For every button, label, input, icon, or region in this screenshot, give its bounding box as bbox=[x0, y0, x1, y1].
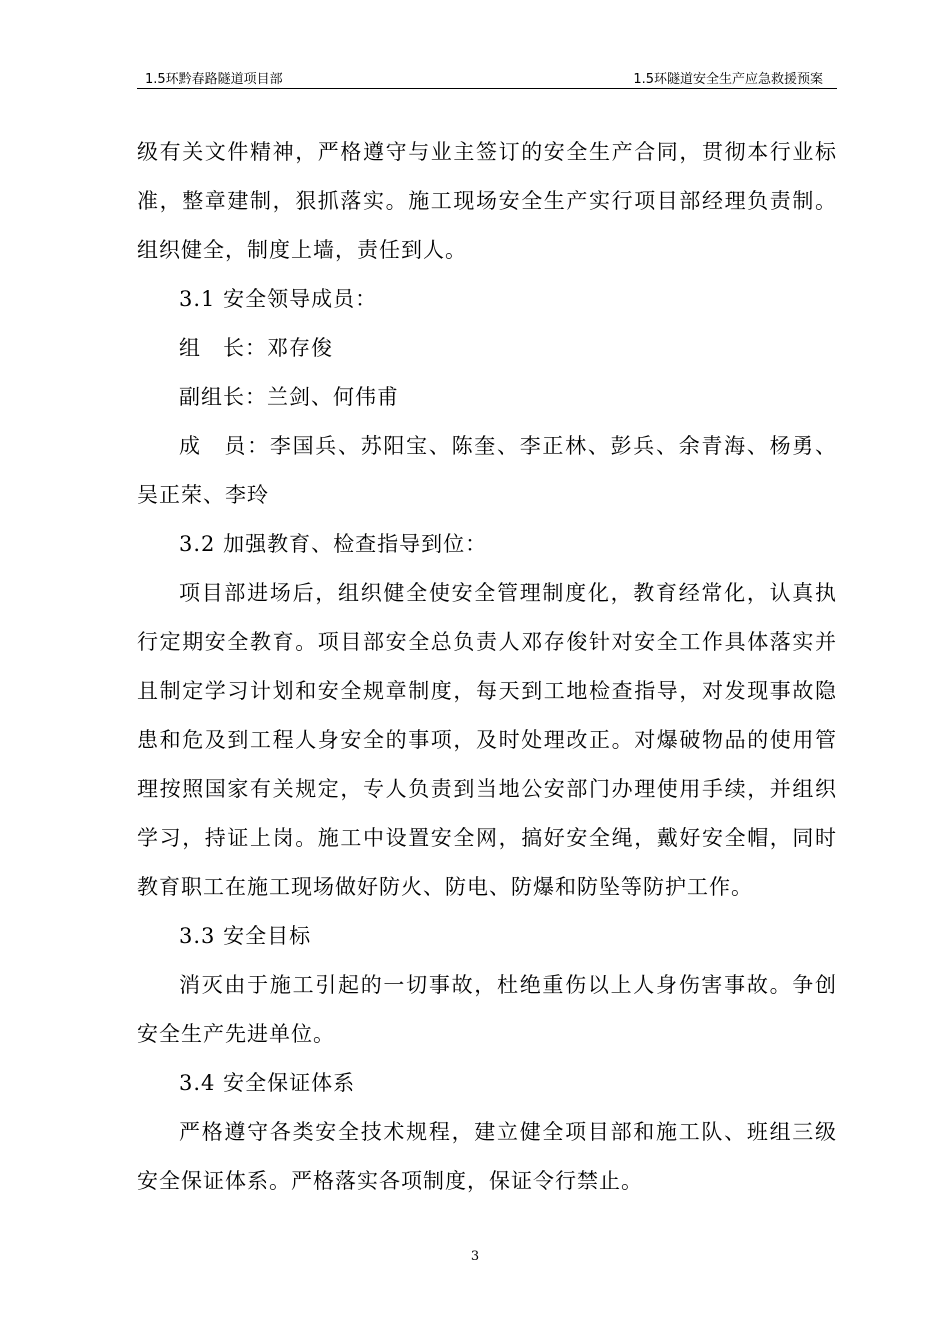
page-header bbox=[137, 66, 837, 89]
document-body bbox=[137, 128, 837, 1206]
section-heading-3-1: 3.1 安全领导成员： bbox=[179, 287, 378, 311]
paragraph-continuation: 级有关文件精神，严格遵守与业主签订的安全生产合同，贯彻本行业标准，整章建制，狠抓落实。施工现场安全生产实行项目部经理负责制。组织健全，制度上墙，责任到人。 bbox=[137, 140, 837, 262]
members-line: 成 员：李国兵、苏阳宝、陈奎、李正林、彭兵、余青海、杨勇、吴正荣、李玲 bbox=[137, 434, 837, 507]
header-document-title: 1.5环隧道安全生产应急救援预案 bbox=[633, 72, 823, 87]
header-project-name: 1.5环黔春路隧道项目部 bbox=[145, 72, 283, 87]
deputy-leader-line: 副组长：兰剑、何伟甫 bbox=[179, 385, 399, 409]
paragraph-safety-goal: 消灭由于施工引起的一切事故，杜绝重伤以上人身伤害事故。争创安全生产先进单位。 bbox=[137, 973, 837, 1046]
section-heading-3-3: 3.3 安全目标 bbox=[179, 924, 312, 948]
section-heading-3-4: 3.4 安全保证体系 bbox=[179, 1071, 356, 1095]
paragraph-education: 项目部进场后，组织健全使安全管理制度化，教育经常化，认真执行定期安全教育。项目部安全总负责人邓存俊针对安全工作具体落实并且制定学习计划和安全规章制度，每天到工地检查指导，对发现事故隐患和危及到工程人身安全的事项，及时处理改正。对爆破物品的使用管理按照国家有关规定，专人负责到当地公安部门办理使用手续，并组织学习，持证上岗。施工中设置安全网，搞好安全绳，戴好安全帽，同时教育职工在施工现场做好防火、防电、防爆和防坠等防护工作。 bbox=[137, 581, 837, 899]
paragraph-safety-system: 严格遵守各类安全技术规程，建立健全项目部和施工队、班组三级安全保证体系。严格落实各项制度，保证令行禁止。 bbox=[137, 1120, 837, 1193]
section-heading-3-2: 3.2 加强教育、检查指导到位： bbox=[179, 532, 488, 556]
page-number: 3 bbox=[470, 1249, 480, 1264]
leader-line: 组 长：邓存俊 bbox=[179, 336, 333, 360]
